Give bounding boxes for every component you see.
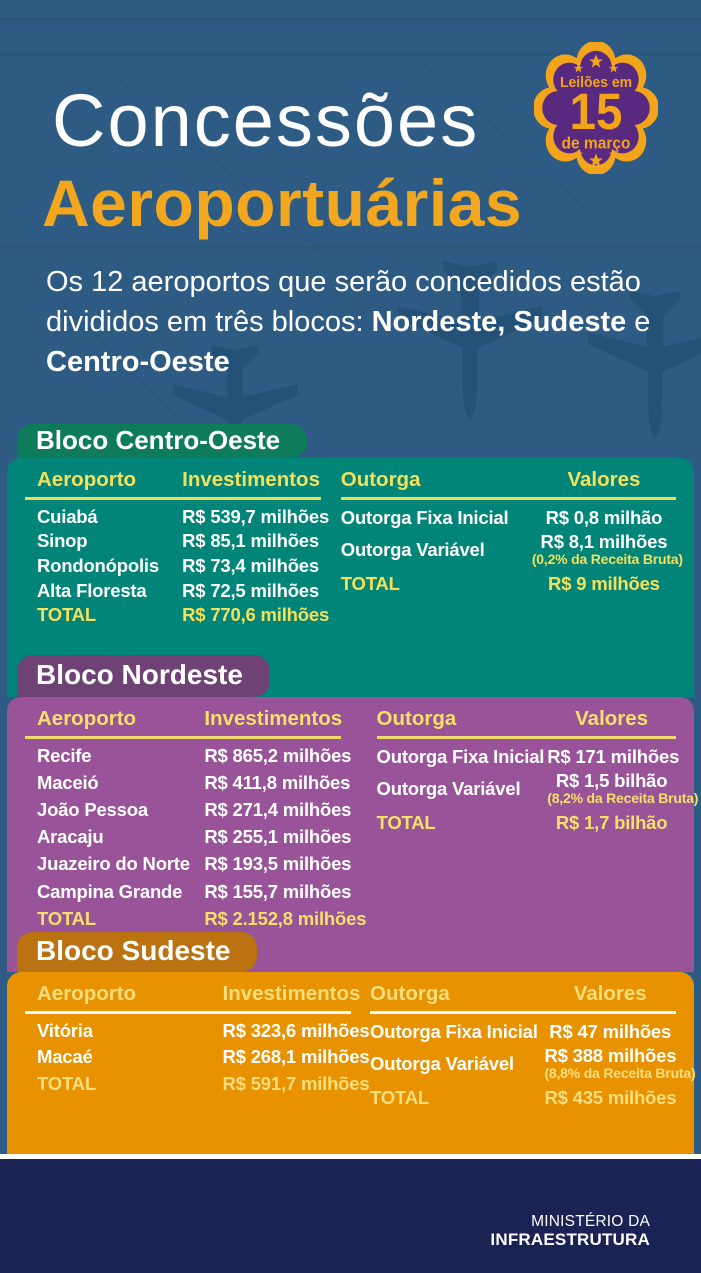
table-total-row: TOTAL R$ 591,7 milhões <box>37 1072 370 1094</box>
receita-bruta-note: (8,8% da Receita Bruta) <box>544 1065 696 1082</box>
column-header-valores: Valores <box>567 468 641 491</box>
panel-centro-oeste <box>7 458 694 655</box>
outorga-total-row: TOTAL R$ 9 milhões <box>340 572 660 594</box>
outorga-total-row: TOTAL R$ 435 milhões <box>370 1086 677 1108</box>
page-title-line1: Concessões <box>52 79 480 162</box>
table-row: Alta Floresta R$ 72,5 milhões <box>37 579 319 601</box>
tab-centro-oeste: Bloco Centro-Oeste <box>17 424 307 458</box>
outorga-table <box>340 468 683 630</box>
header-rule <box>25 1011 351 1014</box>
table-row: Cuiabá R$ 539,7 milhões <box>37 505 330 527</box>
intro-text: Os 12 aeroportos que serão concedidos estão divididos em três blocos: Nordeste, Sudeste e Centro-Oeste <box>46 266 651 379</box>
airports-table <box>25 707 367 936</box>
footer <box>0 1159 701 1273</box>
header-rule <box>25 736 341 739</box>
section-centro-oeste <box>7 424 694 655</box>
table-row: Sinop R$ 85,1 milhões <box>37 530 319 552</box>
table-total-row: TOTAL R$ 770,6 milhões <box>37 604 330 626</box>
table-row: Maceió R$ 411,8 milhões <box>37 771 351 793</box>
outorga-fixa-row: Outorga Fixa Inicial R$ 171 milhões <box>376 745 680 767</box>
intro-bold-nordeste: Nordeste, <box>371 306 506 339</box>
header <box>0 0 701 424</box>
column-header-investimentos: Investimentos <box>222 982 361 1005</box>
column-header-valores: Valores <box>573 982 647 1005</box>
tab-sudeste: Bloco Sudeste <box>17 932 257 972</box>
table-row: Recife R$ 865,2 milhões <box>37 744 352 766</box>
airports-table <box>25 982 370 1108</box>
intro-bold-sudeste: Sudeste <box>513 306 627 339</box>
table-row: Juazeiro do Norte R$ 193,5 milhões <box>37 853 352 875</box>
panel-nordeste <box>7 697 699 932</box>
column-header-aeroporto: Aeroporto <box>37 982 137 1005</box>
outorga-variavel-row: Outorga Variável R$ 388 milhões (8,8% da Receita Bruta) <box>370 1044 696 1082</box>
column-header-outorga: Outorga <box>376 707 457 730</box>
panel-sudeste <box>7 972 694 1154</box>
column-header-investimentos: Investimentos <box>182 468 320 491</box>
header-rule <box>341 497 676 500</box>
table-row: Macaé R$ 268,1 milhões <box>37 1046 370 1068</box>
intro-bold-centro-oeste: Centro-Oeste <box>46 346 230 379</box>
section-nordeste <box>7 655 699 932</box>
outorga-variavel-row: Outorga Variável R$ 8,1 milhões (0,2% da Receita Bruta) <box>340 530 683 568</box>
column-header-aeroporto: Aeroporto <box>37 707 137 730</box>
column-header-outorga: Outorga <box>340 468 421 491</box>
badge-number: 15 <box>569 84 623 141</box>
column-header-investimentos: Investimentos <box>204 707 343 730</box>
outorga-fixa-row: Outorga Fixa Inicial R$ 0,8 milhão <box>340 506 663 528</box>
badge-line2: de março <box>561 135 631 153</box>
intro-normal: Os 12 aeroportos que serão concedidos estão divididos em três blocos: <box>46 266 641 339</box>
page-title-line2: Aeroportuárias <box>42 166 523 240</box>
outorga-table <box>370 982 696 1108</box>
receita-bruta-note: (8,2% da Receita Bruta) <box>547 790 699 807</box>
header-rule <box>370 1011 676 1014</box>
blocks-container <box>7 424 699 1154</box>
outorga-table <box>376 707 699 936</box>
ministry-logo <box>490 1213 650 1249</box>
table-row: João Pessoa R$ 271,4 milhões <box>37 798 352 820</box>
tab-nordeste: Bloco Nordeste <box>17 655 270 697</box>
table-row: Rondonópolis R$ 73,4 milhões <box>37 554 319 576</box>
column-header-aeroporto: Aeroporto <box>37 468 137 491</box>
outorga-total-row: TOTAL R$ 1,7 bilhão <box>376 811 668 833</box>
ministry-line2: INFRAESTRUTURA <box>490 1230 650 1250</box>
outorga-fixa-row: Outorga Fixa Inicial R$ 47 milhões <box>370 1020 672 1042</box>
receita-bruta-note: (0,2% da Receita Bruta) <box>531 551 683 568</box>
column-header-valores: Valores <box>575 707 649 730</box>
table-row: Aracaju R$ 255,1 milhões <box>37 826 352 848</box>
airports-table <box>25 468 330 630</box>
badge-line1: Leilões em <box>559 74 633 92</box>
ministry-line1: MINISTÉRIO DA <box>531 1213 650 1230</box>
table-total-row: TOTAL R$ 2.152,8 milhões <box>37 907 367 929</box>
header-rule <box>25 497 321 500</box>
column-header-outorga: Outorga <box>370 982 450 1005</box>
outorga-variavel-row: Outorga Variável R$ 1,5 bilhão (8,2% da Receita Bruta) <box>376 769 699 807</box>
header-rule <box>377 736 676 739</box>
auction-date-badge <box>534 42 658 174</box>
section-sudeste <box>7 932 694 1154</box>
table-row: Campina Grande R$ 155,7 milhões <box>37 880 352 902</box>
table-row: Vitória R$ 323,6 milhões <box>37 1019 370 1041</box>
